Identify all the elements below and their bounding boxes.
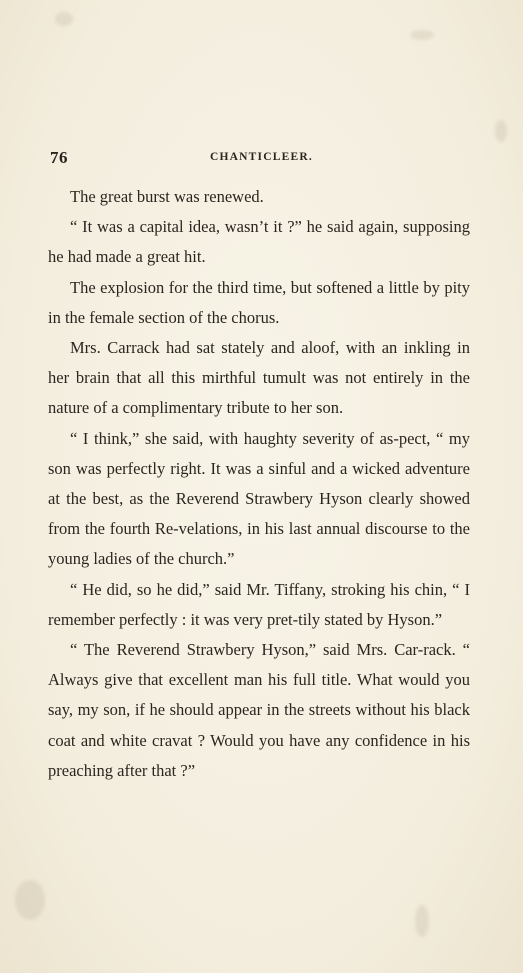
running-title: CHANTICLEER. <box>210 151 313 163</box>
paper-stain <box>410 30 434 40</box>
paragraph: Mrs. Carrack had sat stately and aloof, with an inkling in her brain that all this mirthful tumult was not entirely in the nature of a complimentary tribute to her son. <box>48 338 470 418</box>
paragraph: The great burst was renewed. <box>70 187 264 206</box>
page-number: 76 <box>50 148 68 167</box>
paragraph: “ It was a capital idea, wasn’t it ?” he said again, supposing he had made a great hit. <box>48 217 470 267</box>
paper-stain <box>415 905 429 937</box>
paragraph: “ I think,” she said, with haughty severity of as-pect, “ my son was perfectly right. It was a sinful and a wicked adventure at the best, as the Reverend Strawbery Hyson clearly showed from the fourth Re-velations, in his last annual discourse to the young ladies of the church.” <box>48 428 470 569</box>
paragraph: “ The Reverend Strawbery Hyson,” said Mrs. Car-rack. “ Always give that excellent man his full title. What would you say, my son, if he should appear in the streets without his black coat and white cravat ? Would you have any confidence in his preaching after that ?” <box>48 640 470 780</box>
page-header <box>50 148 470 168</box>
paragraph: “ He did, so he did,” said Mr. Tiffany, stroking his chin, “ I remember perfectly : it was very pret-tily stated by Hyson.” <box>48 579 470 629</box>
paper-stain <box>55 12 73 26</box>
paragraph: The explosion for the third time, but softened a little by pity in the female section of the chorus. <box>48 277 470 327</box>
body-text <box>48 182 470 786</box>
paper-stain <box>15 880 45 920</box>
paper-stain <box>495 120 507 142</box>
